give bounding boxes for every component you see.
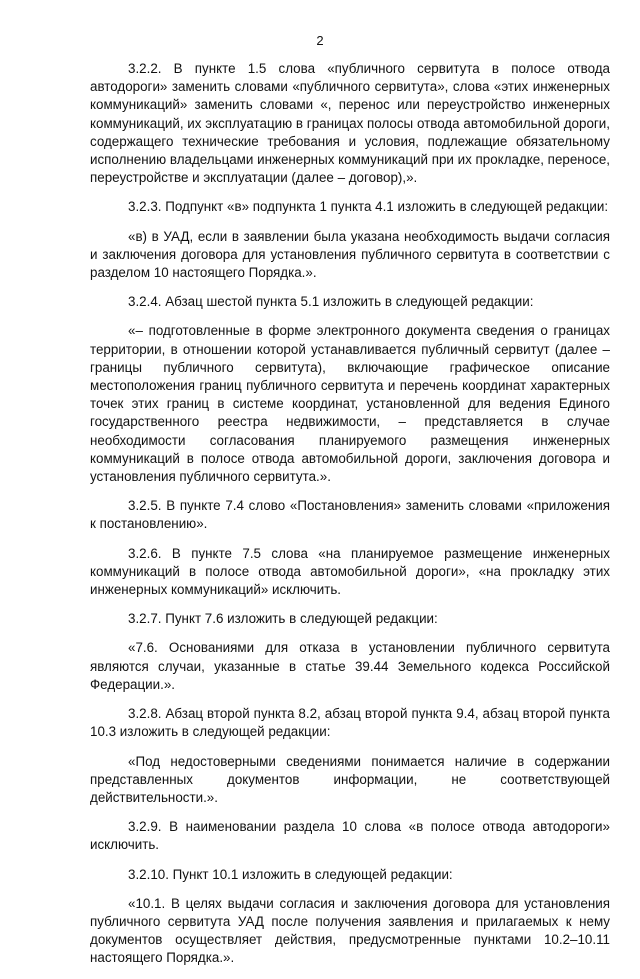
document-body (90, 60, 610, 979)
quote-paragraph-5-1: «– подготовленные в форме электронного документа сведения о границах территории, в отношении которой устанавливается публичный сервитут (далее – границы публичного сервитута), включающие графическое описание местоположения границ публичного сервитута и перечень координат характерных точек этих границ в системе координат, установленной для ведения Единого государственного реестра недвижимости, – представляется в случае необходимости согласования планируемого размещения инженерных коммуникаций в полосе отвода автомобильной дороги, заключения договора и установления публичного сервитута.». (90, 323, 610, 485)
quote-item-7-6: «7.6. Основаниями для отказа в установлении публичного сервитута являются случаи, указанные в статье 39.44 Земельного кодекса Российской Федерации.». (90, 640, 610, 692)
paragraph-3-2-10: 3.2.10. Пункт 10.1 изложить в следующей редакции: (128, 866, 453, 882)
paragraph-3-2-7: 3.2.7. Пункт 7.6 изложить в следующей редакции: (128, 611, 438, 627)
quote-unreliable-info: «Под недостоверными сведениями понимается наличие в содержании представленных документов информации, не соответствующей действительности.». (90, 753, 610, 805)
paragraph-3-2-4: 3.2.4. Абзац шестой пункта 5.1 изложить в следующей редакции: (128, 294, 534, 310)
paragraph-3-2-9: 3.2.9. В наименовании раздела 10 слова «в полосе отвода автодороги» исключить. (90, 819, 610, 853)
paragraph-3-2-2: 3.2.2. В пункте 1.5 слова «публичного сервитута в полосе отвода автодороги» заменить словами «публичного сервитута», слова «этих инженерных коммуникаций» заменить словами «, перенос или переустройство инженерных коммуникаций, их эксплуатацию в границах полосы отвода автомобильной дороги, содержащего технические требования и условия, подлежащие обязательному исполнению владельцами инженерных коммуникаций при их прокладке, переносе, переустройстве и эксплуатации (далее – договор),». (90, 61, 610, 186)
paragraph-3-2-6: 3.2.6. В пункте 7.5 слова «на планируемое размещение инженерных коммуникаций в полосе отвода автомобильной дороги», «на прокладку этих инженерных коммуникаций» исключить. (90, 545, 610, 598)
page-number: 2 (316, 33, 324, 48)
paragraph-3-2-5: 3.2.5. В пункте 7.4 слово «Постановления» заменить словами «приложения к постановлению». (90, 498, 610, 532)
paragraph-3-2-8: 3.2.8. Абзац второй пункта 8.2, абзац второй пункта 9.4, абзац второй пункта 10.3 изложить в следующей редакции: (90, 706, 610, 740)
paragraph-3-2-3: 3.2.3. Подпункт «в» подпункта 1 пункта 4.1 изложить в следующей редакции: (128, 199, 609, 215)
quote-item-10-1: «10.1. В целях выдачи согласия и заключения договора для установления публичного сервитута УАД после получения заявления и прилагаемых к нему документов осуществляет действия, предусмотренные пунктами 10.2–10.11 настоящего Порядка.». (90, 895, 610, 966)
quote-subitem-v: «в) в УАД, если в заявлении была указана необходимость выдачи согласия и заключения договора для установления публичного сервитута в соответствии с разделом 10 настоящего Порядка.». (90, 228, 610, 281)
